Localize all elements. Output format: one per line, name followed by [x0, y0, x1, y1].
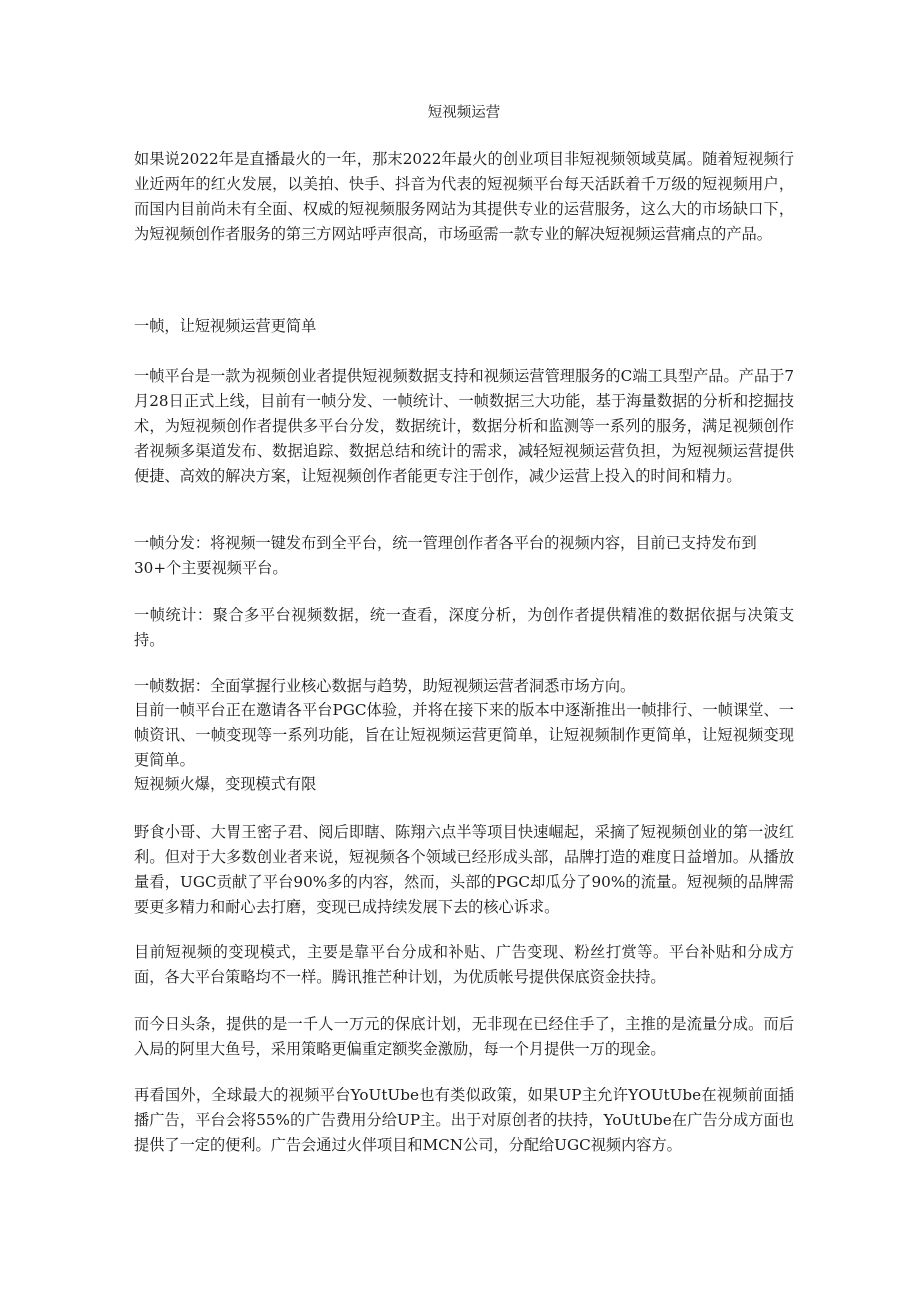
paragraph-toutiao: 而今日头条，提供的是一千人一万元的保底计划，无非现在已经住手了，主推的是流量分成。而后入局的阿里大鱼号，采用策略更偏重定额奖金激励，每一个月提供一万的现金。 [134, 1015, 794, 1058]
paragraph-youtube: 再看国外，全球最大的视频平台YoUtUbe也有类似政策，如果UP主允许YOUtUbe在视频前面插播广告，平台会将55%的广告费用分给UP主。出于对原创者的扶持，YoUtUbe在广告分成方面也提供了一定的便利。广告会通过火伴项目和MCN公司，分配给UGC视频内容方。 [134, 1086, 794, 1154]
intro-paragraph: 如果说2022年是直播最火的一年，那末2022年最火的创业项目非短视频领域莫属。随着短视频行业近两年的红火发展，以美拍、快手、抖音为代表的短视频平台每天活跃着千万级的短视频用户，而国内目前尚未有全面、权威的短视频服务网站为其提供专业的运营服务，这么大的市场缺口下，为短视频创作者服务的第三方网站呼声很高，市场亟需一款专业的解决短视频运营痛点的产品。 [134, 150, 794, 243]
paragraph-monetization: 目前短视频的变现模式，主要是靠平台分成和补贴、广告变现、粉丝打赏等。平台补贴和分成方面，各大平台策略均不一样。腾讯推芒种计划，为优质帐号提供保底资金扶持。 [134, 943, 794, 986]
section-heading-2: 短视频火爆，变现模式有限 [134, 775, 317, 793]
paragraph-distribution-line-1: 一帧分发：将视频一键发布到全平台，统一管理创作者各平台的视频内容，目前已支持发布到 [134, 534, 757, 552]
paragraph-pgc-plans: 目前一帧平台正在邀请各平台PGC体验，并将在接下来的版本中逐渐推出一帧排行、一帧课堂、一帧资讯、一帧变现等一系列功能，旨在让短视频运营更简单，让短视频制作更简单，让短视频变现更简单。 [134, 701, 794, 769]
document-title: 短视频运营 [427, 105, 501, 121]
paragraph-platform-intro: 一帧平台是一款为视频创业者提供短视频数据支持和视频运营管理服务的C端工具型产品。产品于7月28日正式上线，目前有一帧分发、一帧统计、一帧数据三大功能，基于海量数据的分析和挖掘技术，为短视频创作者提供多平台分发，数据统计，数据分析和监测等一系列的服务，满足视频创作者视频多渠道发布、数据追踪、数据总结和统计的需求，减轻短视频运营负担，为短视频运营提供便捷、高效的解决方案，让短视频创作者能更专注于创作，减少运营上投入的时间和精力。 [134, 367, 794, 485]
paragraph-distribution-line-2: 30+个主要视频平台。 [134, 559, 288, 577]
paragraph-data: 一帧数据：全面掌握行业核心数据与趋势，助短视频运营者洞悉市场方向。 [134, 677, 636, 695]
section-heading-1: 一帧，让短视频运营更简单 [134, 317, 317, 335]
paragraph-distribution [134, 531, 794, 581]
paragraph-market-status: 野食小哥、大胃王密子君、阅后即瞎、陈翔六点半等项目快速崛起，采摘了短视频创业的第一波红利。但对于大多数创业者来说，短视频各个领域已经形成头部，品牌打造的难度日益增加。从播放量看，UGC贡献了平台90%多的内容，然而，头部的PGC却瓜分了90%的流量。短视频的品牌需要更多精力和耐心去打磨，变现已成持续发展下去的核心诉求。 [134, 823, 794, 916]
paragraph-statistics: 一帧统计：聚合多平台视频数据，统一查看，深度分析，为创作者提供精准的数据依据与决策支持。 [134, 606, 794, 649]
